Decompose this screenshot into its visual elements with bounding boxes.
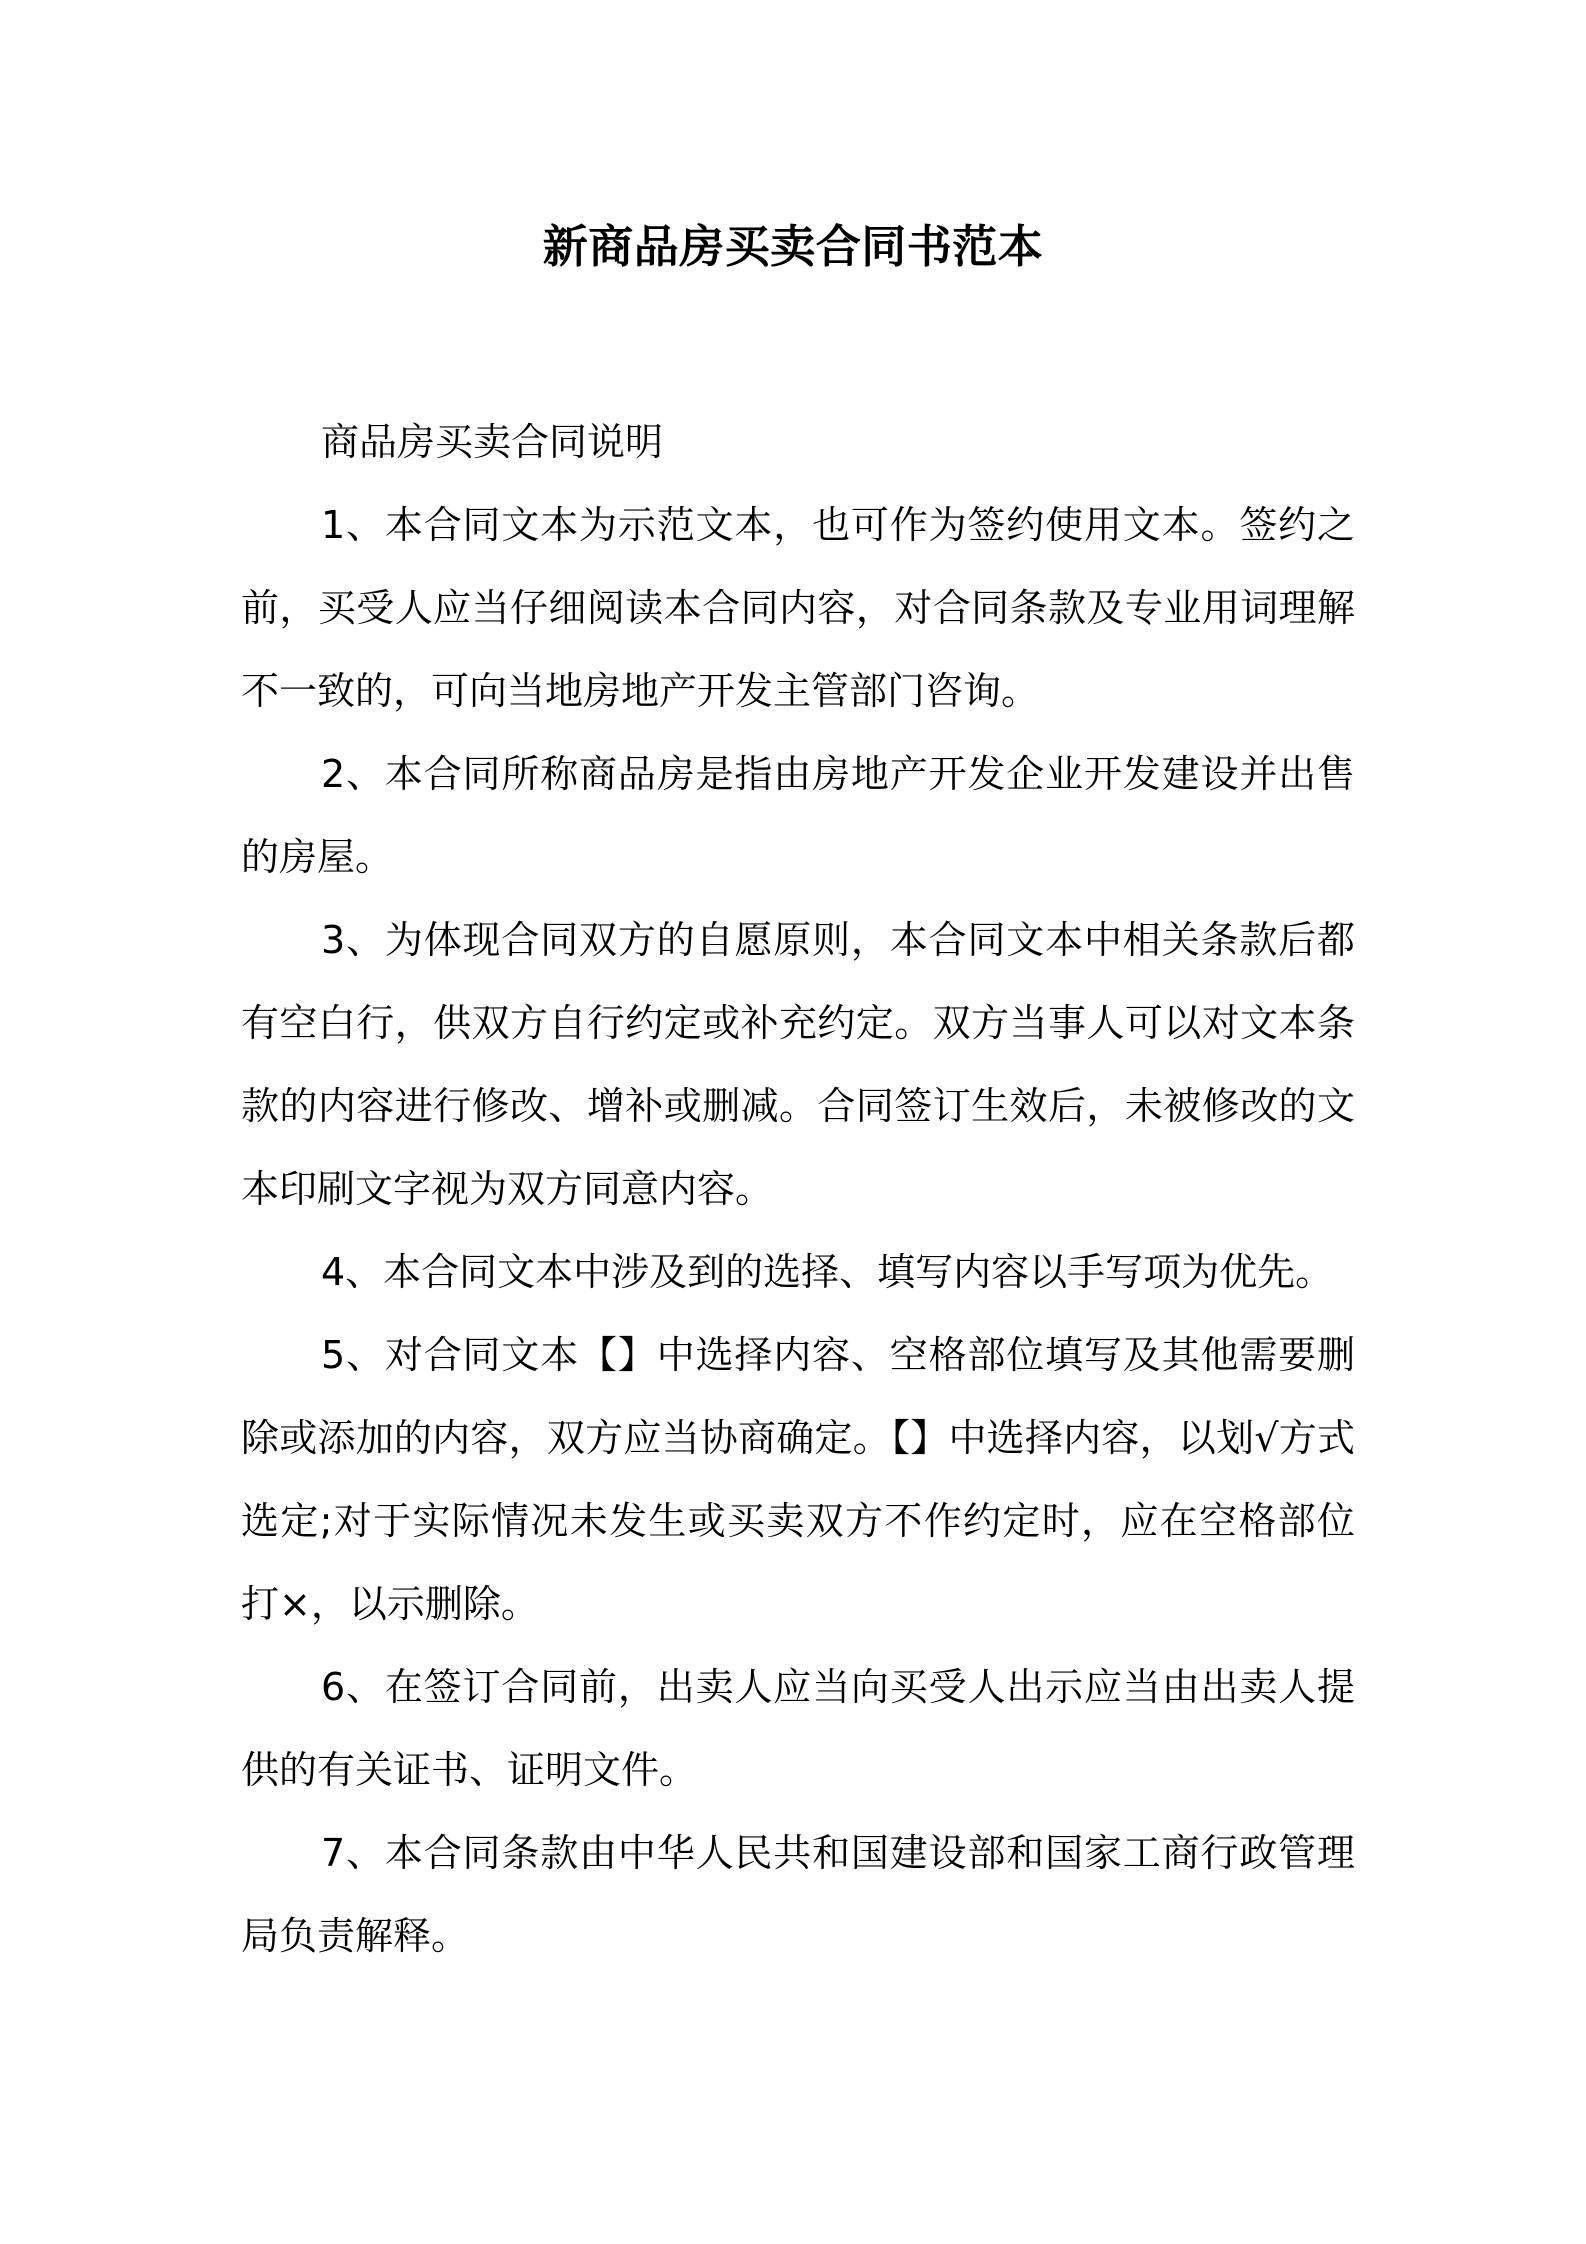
paragraph-2: 2、本合同所称商品房是指由房地产开发企业开发建设并出售的房屋。 — [241, 752, 1355, 879]
paragraph-6: 6、在签订合同前，出卖人应当向买受人出示应当由出卖人提供的有关证书、证明文件。 — [241, 1665, 1355, 1792]
section-heading: 商品房买卖合同说明 — [321, 420, 664, 464]
paragraph-7: 7、本合同条款由中华人民共和国建设部和国家工商行政管理局负责解释。 — [241, 1831, 1355, 1958]
paragraph-3: 3、为体现合同双方的自愿原则，本合同文本中相关条款后都有空白行，供双方自行约定或补充约定。双方当事人可以对文本条款的内容进行修改、增补或删减。合同签订生效后，未被修改的文本印刷文字视为双方同意内容。 — [241, 918, 1355, 1211]
document-body — [241, 401, 1355, 1978]
document-title: 新商品房买卖合同书范本 — [542, 220, 1044, 273]
paragraph-5: 5、对合同文本【】中选择内容、空格部位填写及其他需要删除或添加的内容，双方应当协商确定。【】中选择内容，以划√方式选定;对于实际情况未发生或买卖双方不作约定时，应在空格部位打×，以示删除。 — [241, 1333, 1355, 1626]
paragraph-4: 4、本合同文本中涉及到的选择、填写内容以手写项为优先。 — [321, 1250, 1334, 1294]
paragraph-1: 1、本合同文本为示范文本，也可作为签约使用文本。签约之前，买受人应当仔细阅读本合同内容，对合同条款及专业用词理解不一致的，可向当地房地产开发主管部门咨询。 — [241, 503, 1355, 713]
